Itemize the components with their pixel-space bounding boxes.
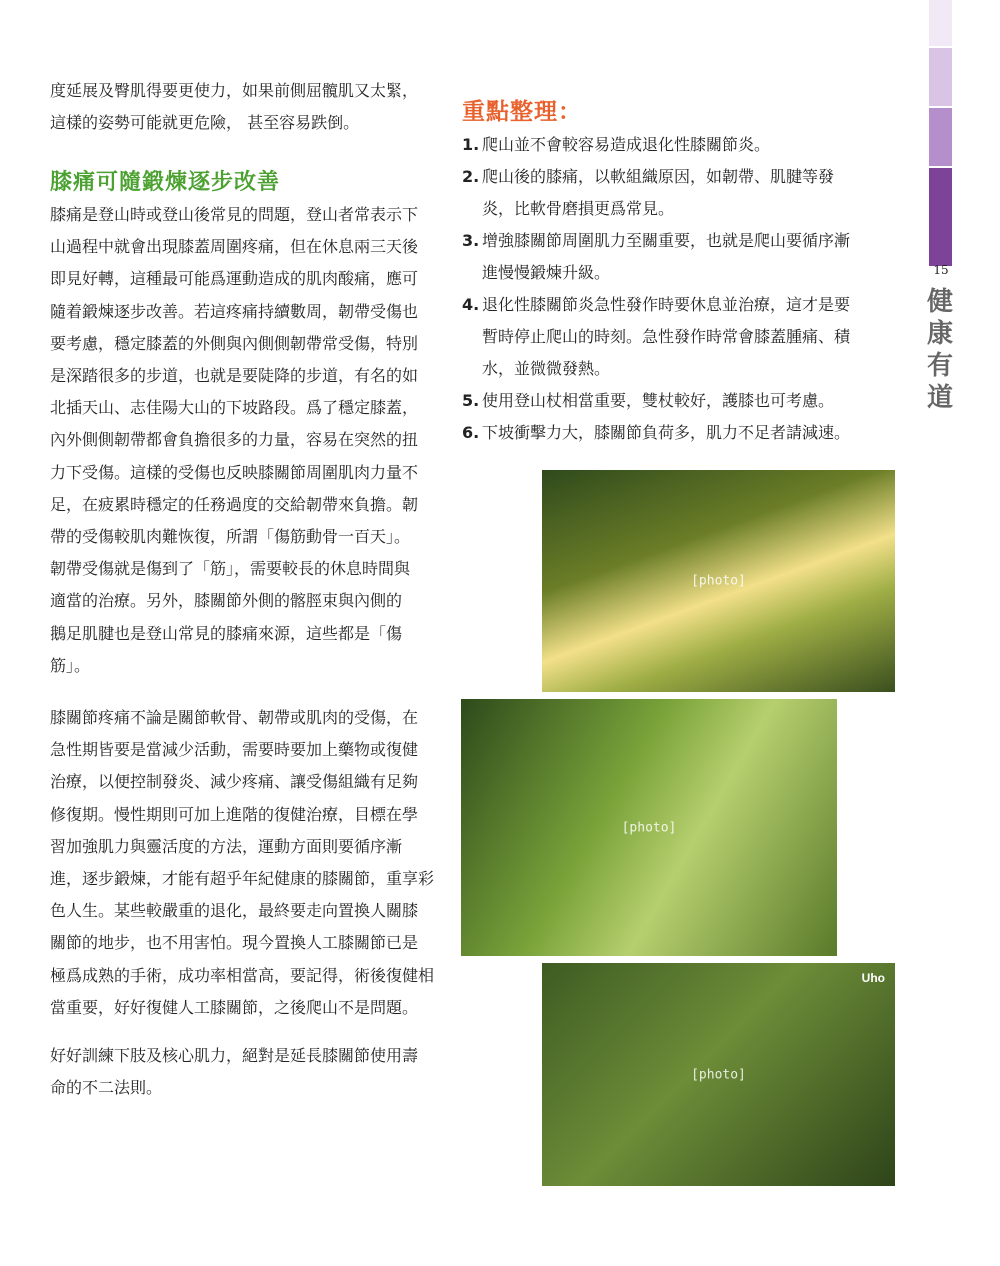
section-color-tabs: [929, 0, 952, 266]
body-paragraph-1: [50, 199, 460, 682]
tab-stripe-active: [929, 168, 952, 266]
text-line: 關節的地步，也不用害怕。現今置換人工膝關節已是: [50, 933, 419, 953]
list-item: [462, 129, 912, 161]
text-line: 筋」。: [50, 655, 91, 675]
tab-stripe: [929, 108, 952, 166]
list-text: 使用登山杖相當重要，雙杖較好，護膝也可考慮。: [482, 391, 835, 410]
text-line: 膝痛是登山時或登山後常見的問題，登山者常表示下: [50, 205, 419, 224]
section-title-char: 健: [926, 287, 953, 317]
text-line: 極爲成熟的手術，成功率相當高，要記得，術後復健相: [50, 965, 435, 985]
list-text: 下坡衝擊力大，膝關節負荷多，肌力不足者請減速。: [482, 423, 851, 442]
list-text: 退化性膝關節炎急性發作時要休息並治療，這才是要: [482, 295, 851, 314]
list-number: 3.: [462, 231, 480, 250]
list-number: 5.: [462, 391, 480, 410]
text-line: 急性期皆要是當減少活動，需要時要加上藥物或復健: [50, 740, 419, 760]
text-line: 力下受傷。這樣的受傷也反映膝關節周圍肌肉力量不: [50, 462, 419, 482]
text-line: 即見好轉，這種最可能爲運動造成的肌肉酸痛，應可: [50, 269, 419, 289]
section-title-char: 康: [926, 319, 953, 349]
section-title: [926, 286, 954, 414]
text-line: 膝關節疼痛不論是關節軟骨、韌帶或肌肉的受傷，在: [50, 708, 419, 727]
list-text: 爬山後的膝痛，以軟組織原因，如韌帶、肌腱等發: [482, 167, 835, 186]
text-line: 北插天山、志佳陽大山的下坡路段。爲了穩定膝蓋，: [50, 398, 419, 418]
text-line: 進，逐步鍛煉，才能有超乎年紀健康的膝關節，重享彩: [50, 869, 435, 889]
photo-label: [photo]: [691, 1067, 746, 1082]
section-title-char: 道: [926, 383, 953, 413]
text-line: 是深踏很多的步道，也就是要陡降的步道，有名的如: [50, 366, 419, 386]
text-line: 隨着鍛煉逐步改善。若這疼痛持續數周，韌帶受傷也: [50, 301, 419, 321]
text-line: 山過程中就會出現膝蓋周圍疼痛，但在休息兩三天後: [50, 237, 419, 257]
text-line: 要考慮，穩定膝蓋的外側與內側側韌帶常受傷，特別: [50, 333, 419, 353]
intro-paragraph: [50, 75, 460, 139]
list-item: [462, 289, 912, 321]
body-paragraph-3: [50, 1040, 460, 1104]
list-item: [462, 225, 912, 257]
section-title-char: 有: [926, 351, 953, 381]
text-line: 治療，以便控制發炎、減少疼痛、讓受傷組織有足夠: [50, 772, 419, 792]
list-item: [462, 161, 912, 193]
list-item: [462, 417, 912, 449]
list-number: 1.: [462, 135, 480, 154]
tab-stripe: [929, 48, 952, 106]
body-paragraph-2: [50, 702, 460, 1024]
hiking-couple-photo: [542, 963, 895, 1186]
photo-brand-logo: Uho: [861, 971, 885, 985]
text-line: 內外側側韌帶都會負擔很多的力量，容易在突然的扭: [50, 430, 419, 450]
tab-stripe: [929, 0, 952, 46]
key-points-list: [462, 129, 912, 449]
key-points-heading: 重點整理：: [462, 99, 582, 125]
list-item-continuation: 炎，比軟骨磨損更爲常見。: [482, 199, 675, 218]
hikers-photo: [542, 470, 895, 692]
list-item-continuation: 暫時停止爬山的時刻。急性發作時常會膝蓋腫痛、積: [482, 327, 851, 346]
text-line: 韌帶受傷就是傷到了「筋」，需要較長的休息時間與: [50, 559, 411, 579]
list-number: 6.: [462, 423, 480, 442]
photo-label: [photo]: [621, 820, 677, 835]
page-number: 15: [933, 263, 949, 277]
text-line: 命的不二法則。: [50, 1078, 163, 1098]
photo-label: [photo]: [691, 573, 746, 589]
text-line: 當重要，好好復健人工膝關節，之後爬山不是問題。: [50, 997, 419, 1017]
section-heading: 膝痛可隨鍛煉逐步改善: [50, 170, 281, 195]
text-line: 習加強肌力與靈活度的方法，運動方面則要循序漸: [50, 836, 403, 856]
text-line: 修復期。慢性期則可加上進階的復健治療，目標在學: [50, 804, 419, 824]
text-line: 度延展及臀肌得要更使力，如果前側屈髖肌又太緊，: [50, 81, 419, 100]
knee-pain-photo: [461, 699, 837, 956]
list-item-continuation: 水，並微微發熱。: [482, 359, 611, 378]
text-line: 適當的治療。另外，膝關節外側的髂脛束與內側的: [50, 591, 403, 611]
text-line: 帶的受傷較肌肉難恢復，所謂「傷筋動骨一百天」。: [50, 527, 411, 547]
text-line: 鵝足肌腱也是登山常見的膝痛來源，這些都是「傷: [50, 623, 403, 643]
list-item: [462, 385, 912, 417]
list-text: 爬山並不會較容易造成退化性膝關節炎。: [482, 135, 771, 154]
text-line: 好好訓練下肢及核心肌力，絕對是延長膝關節使用壽: [50, 1046, 419, 1065]
text-line: 這樣的姿勢可能就更危險， 甚至容易跌倒。: [50, 113, 360, 133]
text-line: 色人生。某些較嚴重的退化，最終要走向置換人關膝: [50, 901, 419, 921]
list-number: 4.: [462, 295, 480, 314]
list-text: 增強膝關節周圍肌力至關重要，也就是爬山要循序漸: [482, 231, 851, 250]
list-item-continuation: 進慢慢鍛煉升級。: [482, 263, 611, 282]
list-number: 2.: [462, 167, 480, 186]
text-line: 足，在疲累時穩定的任務過度的交給韌帶來負擔。韌: [50, 494, 419, 514]
